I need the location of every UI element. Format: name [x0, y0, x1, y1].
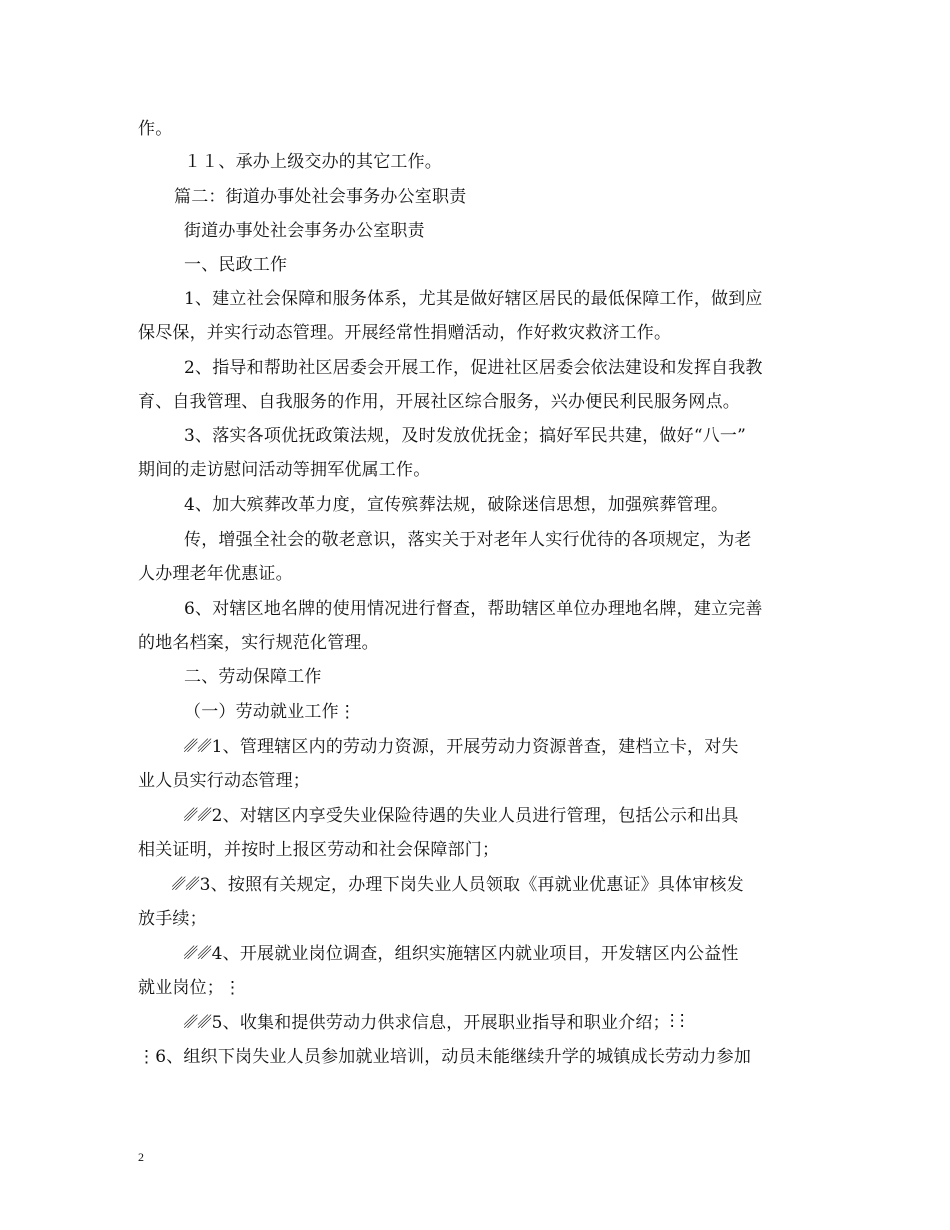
text-line: 4、加大殡葬改革力度，宣传殡葬法规，破除迷信思想，加强殡葬管理。 [184, 495, 729, 515]
text-line: 保尽保，并实行动态管理。开展经常性捐赠活动，作好救灾救济工作。 [138, 323, 672, 343]
text-line: ⋮6、组织下岗失业人员参加就业培训，动员未能继续升学的城镇成长劳动力参加 [138, 1047, 752, 1067]
text-line: 育、自我管理、自我服务的作用，开展社区综合服务，兴办便民利民服务网点。 [138, 392, 740, 412]
text-line: 6、对辖区地名牌的使用情况进行督查，帮助辖区单位办理地名牌，建立完善 [184, 599, 763, 619]
text-line: 2、指导和帮助社区居委会开展工作，促进社区居委会依法建设和发挥自我教 [184, 358, 763, 378]
text-line: 3、落实各项优抚政策法规，及时发放优抚金；搞好军民共建，做好“八一” [184, 426, 746, 446]
text-line: ␥␥1、管理辖区内的劳动力资源，开展劳动力资源普查，建档立卡，对失 [184, 737, 739, 757]
text-line: ␥␥2、对辖区内享受失业保险待遇的失业人员进行管理，包括公示和出具 [184, 806, 739, 826]
text-line: 的地名档案，实行规范化管理。 [138, 633, 379, 653]
subsection-heading: （一）劳动就业工作⋮ [184, 702, 356, 722]
section-heading: 一、民政工作 [184, 255, 288, 275]
text-line: 1、建立社会保障和服务体系，尤其是做好辖区居民的最低保障工作，做到应 [184, 289, 763, 309]
text-line: 业人员实行动态管理； [138, 771, 310, 791]
text-line: 放手续； [138, 909, 207, 929]
text-line: ␥␥3、按照有关规定，办理下岗失业人员领取《再就业优惠证》具体审核发 [172, 875, 744, 895]
text-line: 传，增强全社会的敬老意识，落实关于对老年人实行优待的各项规定，为老 [184, 530, 752, 550]
section-heading: 篇二：街道办事处社会事务办公室职责 [174, 187, 467, 207]
text-line: 作。 [138, 119, 173, 139]
text-line: 相关证明，并按时上报区劳动和社会保障部门； [138, 840, 500, 860]
text-line: １１、承办上级交办的其它工作。 [184, 152, 442, 172]
section-heading: 二、劳动保障工作 [184, 667, 322, 687]
text-line: 人办理老年优惠证。 [138, 564, 293, 584]
page-number: 2 [138, 1150, 144, 1164]
text-line: ␥␥4、开展就业岗位调查，组织实施辖区内就业项目，开发辖区内公益性 [184, 944, 739, 964]
text-line: ␥␥5、收集和提供劳动力供求信息，开展职业指导和职业介绍；⋮ ⋮ [184, 1013, 685, 1033]
text-line: 就业岗位；⋮ [138, 978, 242, 998]
text-line: 期间的走访慰问活动等拥军优属工作。 [138, 460, 431, 480]
document-title: 街道办事处社会事务办公室职责 [184, 221, 425, 241]
